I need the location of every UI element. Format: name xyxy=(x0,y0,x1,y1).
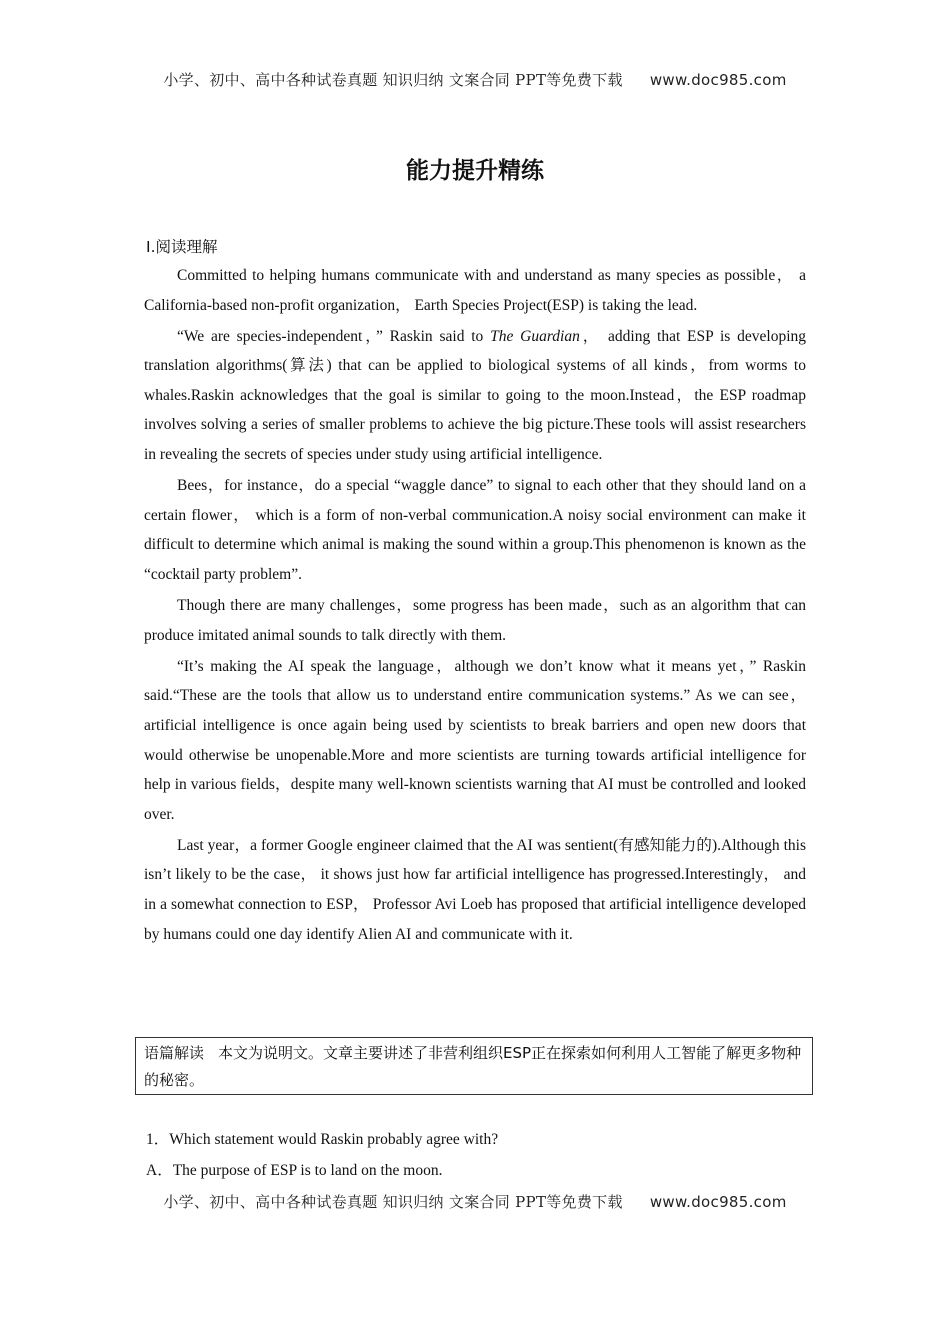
paragraph-5: “It’s making the AI speak the language，although we don’t know what it means yet，” Raskin said.“These are the tools that allow us to understand entire communication systems.” As we can see，artificial intelligence is once again being used by scientists to break barriers and open new doors that would otherwise be unopenable.More and more scientists are turning towards artificial intelligence for help in various fields，despite many well-known scientists warning that AI must be controlled and looked over. xyxy=(144,657,806,823)
paragraph-2-part-b: ， adding that ESP is developing translation algorithms(算法) that can be applied to biological systems of all kinds，from worms to whales.Raskin acknowledges that the goal is similar to going to the moon.Instead，the ESP roadmap involves solving a series of smaller problems to achieve the big picture.These tools will assist researchers in revealing the secrets of species under study using artificial intelligence. xyxy=(144,327,806,464)
paragraph-4: Though there are many challenges，some progress has been made，such as an algorithm that can produce imitated animal sounds to talk directly with them. xyxy=(144,597,806,644)
page-header xyxy=(0,69,950,90)
page-title: 能力提升精练 xyxy=(406,158,544,184)
paragraph-1: Committed to helping humans communicate with and understand as many species as possible， a California-based non-profit organization， Earth Species Project(ESP) is taking the lead. xyxy=(144,267,806,314)
question-1: 1．Which statement would Raskin probably agree with? xyxy=(146,1131,499,1148)
analysis-text: 本文为说明文。文章主要讲述了非营利组织ESP正在探索如何利用人工智能了解更多物种的秘密。 xyxy=(144,1044,802,1089)
analysis-label: 语篇解读 xyxy=(144,1044,205,1062)
header-text: 小学、初中、高中各种试卷真题 知识归纳 文案合同 PPT等免费下载 xyxy=(163,71,623,89)
header-site-link[interactable]: www.doc985.com xyxy=(649,71,787,89)
paragraph-3: Bees，for instance，do a special “waggle dance” to signal to each other that they should land on a certain flower， which is a form of non-verbal communication.A noisy social environment can make it difficult to determine which animal is making the sound within a group.This phenomenon is known as the “cocktail party problem”. xyxy=(144,477,806,583)
section-heading: Ⅰ.阅读理解 xyxy=(146,238,218,256)
paragraph-2 xyxy=(144,322,806,470)
reading-passage xyxy=(144,261,806,951)
page-footer xyxy=(0,1191,950,1212)
footer-site-link[interactable]: www.doc985.com xyxy=(649,1193,787,1211)
paragraph-2-part-a: “We are species-independent，” Raskin said to xyxy=(177,327,491,345)
question-1-option-a[interactable]: A．The purpose of ESP is to land on the moon. xyxy=(146,1162,443,1179)
analysis-box xyxy=(135,1037,813,1095)
paragraph-6: Last year，a former Google engineer claimed that the AI was sentient(有感知能力的).Although this isn’t likely to be the case， it shows just how far artificial intelligence has progressed.Interestingly， and in a somewhat connection to ESP， Professor Avi Loeb has proposed that artificial intelligence developed by humans could one day identify Alien AI and communicate with it. xyxy=(144,836,806,943)
publication-name: The Guardian xyxy=(490,327,580,345)
footer-text: 小学、初中、高中各种试卷真题 知识归纳 文案合同 PPT等免费下载 xyxy=(163,1193,623,1211)
